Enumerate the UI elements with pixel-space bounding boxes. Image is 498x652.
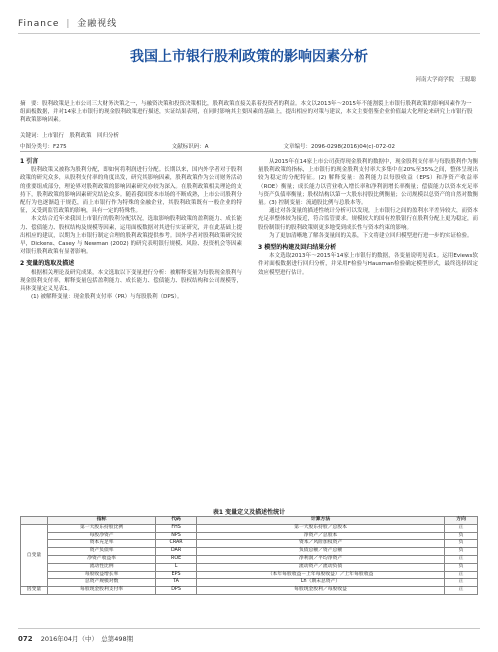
body-paragraph: 股利政策又被称为股利分配，即如何将利润进行分配。长期以来，国内外学者对于股利政策的研究众多，从股利支付率的角度出发，研究其影响因素，股利政策作为公司财务活动的重要组成部分，理论界对股利政策的影响因素研究亦较为深入。在股利政策相关理论的支持下，股利政策的影响因素研究结论众多。随着我国资本市场的不断成熟，上市公司股利分配行为也逐渐趋于规范，而上市银行作为特殊的金融企业，其股利政策既有一般企业的特征，又受到监管政策的影响，具有一定的特殊性。 bbox=[20, 167, 242, 215]
table-row bbox=[21, 571, 478, 579]
table-cell: 第一大股东持股比例 bbox=[48, 524, 156, 532]
table-cell: 资产负债率 bbox=[48, 548, 156, 556]
table-cell: 总资产规模对数 bbox=[48, 579, 156, 587]
issue-info: 2016年04月（中） 总第498期 bbox=[40, 635, 134, 643]
body-paragraph: 从2015年在14家上市公司获得现金股利的数据中，现金股利支付率与每股股利作为衡量股利政策的指标，上市银行的现金股利支付率大多集中在20%至35%之间，整体呈现出较为稳定的分配特征。(2) 解释变量：盈利能力以每股收益（EPS）和净资产收益率（ROE）衡量；成长能力以营业收入增长率和净利润增长率衡量；偿债能力以资本充足率与资产负债率衡量；股权结构以第一大股东持股比例衡量；公司规模以总资产的自然对数衡量。(3) 控制变量：流通股比例与总股本等。 bbox=[258, 159, 479, 207]
table-cell: DPS bbox=[156, 587, 197, 595]
table-row bbox=[21, 555, 478, 563]
body-paragraph: 根据相关理论及研究成果，本文选取以下变量进行分析：被解释变量为每股现金股利与现金股利支付率，解释变量包括盈利能力、成长能力、偿债能力、股权结构和公司规模等，具体变量定义见表1。 bbox=[20, 269, 242, 293]
table-cell: 正 bbox=[445, 555, 478, 563]
group-label: 因变量 bbox=[21, 587, 48, 595]
table-header-cell: 指标 bbox=[48, 517, 156, 525]
clc-number: 中图分类号：F275 bbox=[20, 144, 67, 150]
journal-section-cn: 金融视线 bbox=[77, 19, 118, 29]
table-row bbox=[21, 540, 478, 548]
table-cell: L bbox=[156, 563, 197, 571]
table-cell: 负 bbox=[445, 532, 478, 540]
table-header-row bbox=[21, 517, 478, 525]
article-meta bbox=[20, 142, 476, 150]
body-paragraph: (1) 被解释变量：现金股利支付率（PR）与每股股利（DPS）。 bbox=[31, 294, 183, 301]
table-cell: FHS bbox=[156, 524, 197, 532]
table-cell: TA bbox=[156, 579, 197, 587]
table-cell: 每股净资产 bbox=[48, 532, 156, 540]
table-cell: EPS bbox=[156, 571, 197, 579]
table-cell: CRAR bbox=[156, 540, 197, 548]
table-header-cell: 计算方法 bbox=[196, 517, 444, 525]
body-paragraph: 本文选取2013年～2015年14家上市银行的数据，各变量说明见表1。运用Eviews软件对面板数据进行回归分析，并采用F检验与Hausman检验确定模型形式，最终选择固定效应模型进行估计。 bbox=[258, 253, 478, 276]
table-cell: 正 bbox=[445, 571, 478, 579]
journal-header bbox=[18, 16, 117, 29]
table-cell: 负债总额／资产总额 bbox=[196, 548, 444, 556]
table-cell: 正 bbox=[445, 524, 478, 532]
table-cell: 正 bbox=[445, 587, 478, 595]
table-cell: 负 bbox=[445, 548, 478, 556]
document-code: 文献标识码：A bbox=[171, 144, 209, 150]
page-number: 072 bbox=[18, 635, 33, 643]
table-row bbox=[21, 548, 478, 556]
table-header-cell: 代码 bbox=[156, 517, 197, 525]
article-authors: 河南大学商学院 王聪聪 bbox=[415, 77, 476, 83]
table-row bbox=[21, 524, 478, 532]
table-header-cell bbox=[21, 517, 48, 525]
variables-table bbox=[20, 516, 478, 595]
table-row bbox=[21, 587, 478, 595]
keywords: 关键词：上市银行 股利政策 回归分析 bbox=[20, 133, 120, 139]
table-cell: 负 bbox=[445, 563, 478, 571]
table-cell: 净资产／总股本 bbox=[196, 532, 444, 540]
table-cell: 流动性比例 bbox=[48, 563, 156, 571]
section-heading: 1 引言 bbox=[20, 158, 39, 165]
table-cell: 每股现金股利／每股收益 bbox=[196, 587, 444, 595]
header-separator: | bbox=[66, 19, 71, 29]
table-cell: （本年每股收益－上年每股收益）／上年每股收益 bbox=[196, 571, 444, 579]
journal-section-en: Finance bbox=[18, 19, 60, 29]
table-cell: 每股现金股利支付率 bbox=[48, 587, 156, 595]
table-cell: 负 bbox=[445, 540, 478, 548]
body-paragraph: 本文结合近年来我国上市银行的股利分配状况，选取影响股利政策的盈利能力、成长能力、偿债能力、股权结构及规模等因素，运用面板数据对其进行实证研究，并在此基础上提出相应的建议，以期为上市银行制定合理的股利政策提供参考。国外学者对股利政策研究较早，Dickens、Casey 与 Newman (2002) 的研究表明银行规模、风险、投资机会等因素对银行股利政策有显著影响。 bbox=[20, 216, 242, 256]
group-label: 自变量 bbox=[21, 524, 48, 586]
article-number: 文章编号：2096-0298(2016)04(c)-072-02 bbox=[283, 144, 396, 150]
section-heading: 3 模型的构建及回归结果分析 bbox=[258, 244, 337, 252]
body-paragraph: 通过对各变量的描述性统计分析可以发现，上市银行之间的盈利水平差异较大，而资本充足率整体较为接近，符合监管要求。规模较大的国有控股银行在股利分配上更为稳定，而股份制银行的股利政策则更多地受到成长性与资本约束的影响。 bbox=[258, 208, 479, 231]
header-divider bbox=[18, 33, 480, 34]
table-row bbox=[21, 563, 478, 571]
body-paragraph: 为了更加清晰地了解各变量间的关系，下文将建立回归模型进行进一步的实证检验。 bbox=[269, 232, 473, 239]
table-row bbox=[21, 532, 478, 540]
article-title: 我国上市银行股利政策的影响因素分析 bbox=[130, 49, 368, 65]
table-cell: DAR bbox=[156, 548, 197, 556]
table-cell: Ln（期末总资产） bbox=[196, 579, 444, 587]
table-row bbox=[21, 579, 478, 587]
table-cell: 资本充足率 bbox=[48, 540, 156, 548]
table-cell: 资本／风险加权资产 bbox=[196, 540, 444, 548]
table-cell: 净利润／平均净资产 bbox=[196, 555, 444, 563]
table-cell: 净资产收益率 bbox=[48, 555, 156, 563]
footer-divider bbox=[18, 628, 480, 629]
table-cell: 正 bbox=[445, 579, 478, 587]
table-header-cell: 方向 bbox=[445, 517, 478, 525]
abstract: 摘 要：股利政策是上市公司三大财务决策之一，与融资决策和投资决策相比，股利政策直接关系着投资者的利益。本文以2013年～2015年不能割裂上市银行股利政策的影响因素作为一组面板数据，并对14家上市银行的现金股利政策进行描述，实证结果表明，在同时影响其主要因素的基础上，提出相应的对策与建议，本文主要借鉴企业价值最大化理论来研究上市银行股利政策影响因素。 bbox=[20, 101, 473, 123]
left-column bbox=[20, 158, 242, 301]
table-cell: 第一大股东持股／总股本 bbox=[196, 524, 444, 532]
section-heading: 2 变量的选取及描述 bbox=[20, 260, 75, 268]
table-cell: 每股收益增长率 bbox=[48, 571, 156, 579]
table-cell: NPS bbox=[156, 532, 197, 540]
page-footer bbox=[18, 634, 133, 643]
right-column bbox=[258, 158, 478, 277]
abstract-divider bbox=[20, 151, 476, 152]
table-cell: 流动资产／流动负债 bbox=[196, 563, 444, 571]
table-caption: 表1 变量定义及描述性统计 bbox=[212, 509, 286, 516]
table-cell: ROE bbox=[156, 555, 197, 563]
